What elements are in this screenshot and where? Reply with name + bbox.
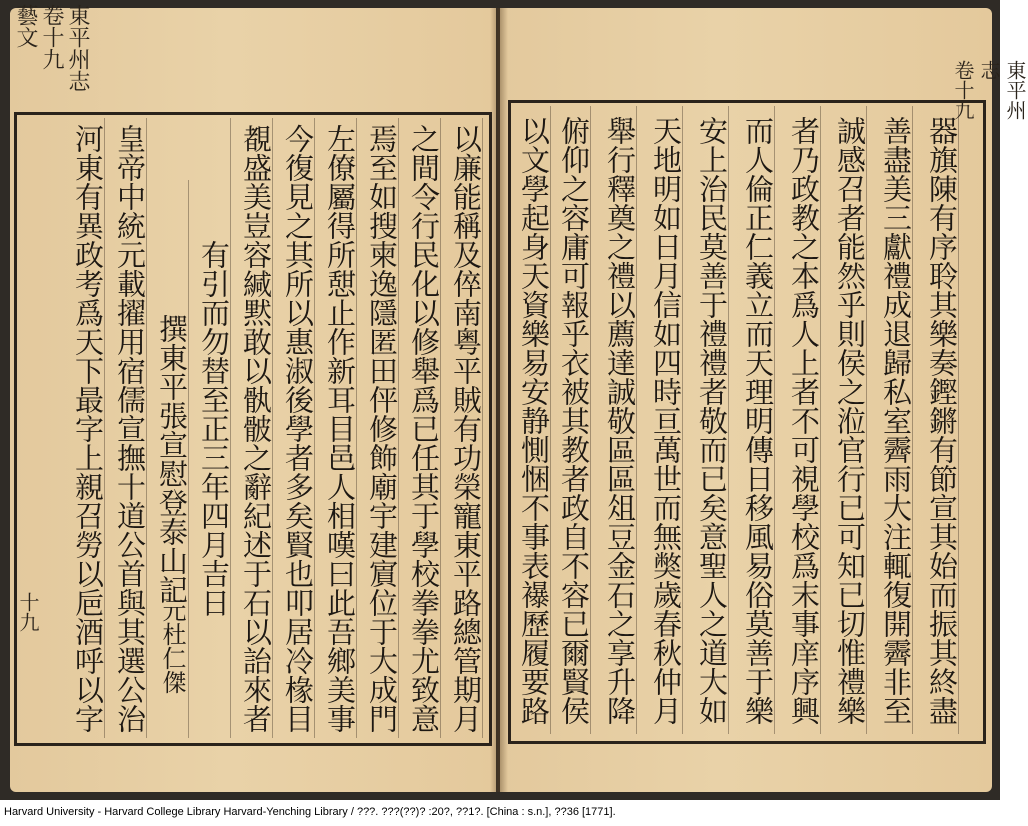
left-col-2: 之間令行民化以修舉爲已任其于學校拳拳尤致意 xyxy=(400,118,441,738)
left-col-3: 焉至如搜柬逸隱匿田伻修飾廟宇建賔位于大成門 xyxy=(358,118,399,738)
right-col-9: 俯仰之容庸可報乎衣被其教者政自不容已爾賢侯 xyxy=(550,106,591,734)
left-margin-label: 東平州志 卷十九 藝文 xyxy=(13,4,90,92)
left-col-9: 元杜仁傑 xyxy=(158,598,186,694)
left-col-6: 覩盛美豈容緘黙敢以骫骳之辭紀述于石以詒來者 xyxy=(232,118,273,738)
left-col-5: 今復見之其所以惠淑後學者多矣賢也叩居冷椽目 xyxy=(274,118,315,738)
right-margin-label: 東平州志 卷十九 xyxy=(951,60,1027,120)
right-col-1: 器旗陳有序聆其樂奏鏗鏘有節宣其始而振其終盡 xyxy=(918,106,959,734)
left-col-10: 皇帝中統元載擢用宿儒宣撫十道公首與其選公治 xyxy=(106,118,147,738)
right-col-5: 而人倫正仁義立而天理明傳日移風易俗莫善于樂 xyxy=(734,106,775,734)
left-col-1: 以廉能稱及倅南粤平賊有功榮寵東平路總管期月 xyxy=(442,118,483,738)
left-col-4: 左僚屬得所憇止作新耳目邑人相嘆曰此吾鄉美事 xyxy=(316,118,357,738)
right-col-7: 天地明如日月信如四時亘萬世而無獘歲春秋仲月 xyxy=(642,106,683,734)
library-caption: Harvard University - Harvard College Library Harvard-Yenching Library / ???. ???(??)? :20?, ??1?. [China : s.n.], ??36 [1771]. xyxy=(4,806,616,818)
book-gutter xyxy=(490,8,508,792)
right-col-8: 舉行釋奠之禮以薦達誠敬區區俎豆金石之享升降 xyxy=(596,106,637,734)
right-col-4: 者乃政教之本爲人上者不可視學校爲末事庠序興 xyxy=(780,106,821,734)
right-col-3: 誠感召者能然乎則侯之涖官行已可知已切惟禮樂 xyxy=(826,106,867,734)
right-col-10: 以文學起身天資樂易安静惻悃不事表襮歷履要路 xyxy=(510,106,551,734)
left-col-8: 撰東平張宣慰登泰山記 xyxy=(148,180,189,738)
right-col-2: 善盡美三獻禮成退歸私室霽雨大注輒復開霽非至 xyxy=(872,106,913,734)
left-page-number: 十九 xyxy=(16,592,40,632)
right-col-6: 安上治民莫善于禮禮者敬而已矣意聖人之道大如 xyxy=(688,106,729,734)
left-col-11: 河東有異政考爲天下最字上親召勞以巵酒呼以字 xyxy=(64,118,105,738)
left-col-7: 有引而勿替至正三年四月吉日 xyxy=(190,118,231,738)
